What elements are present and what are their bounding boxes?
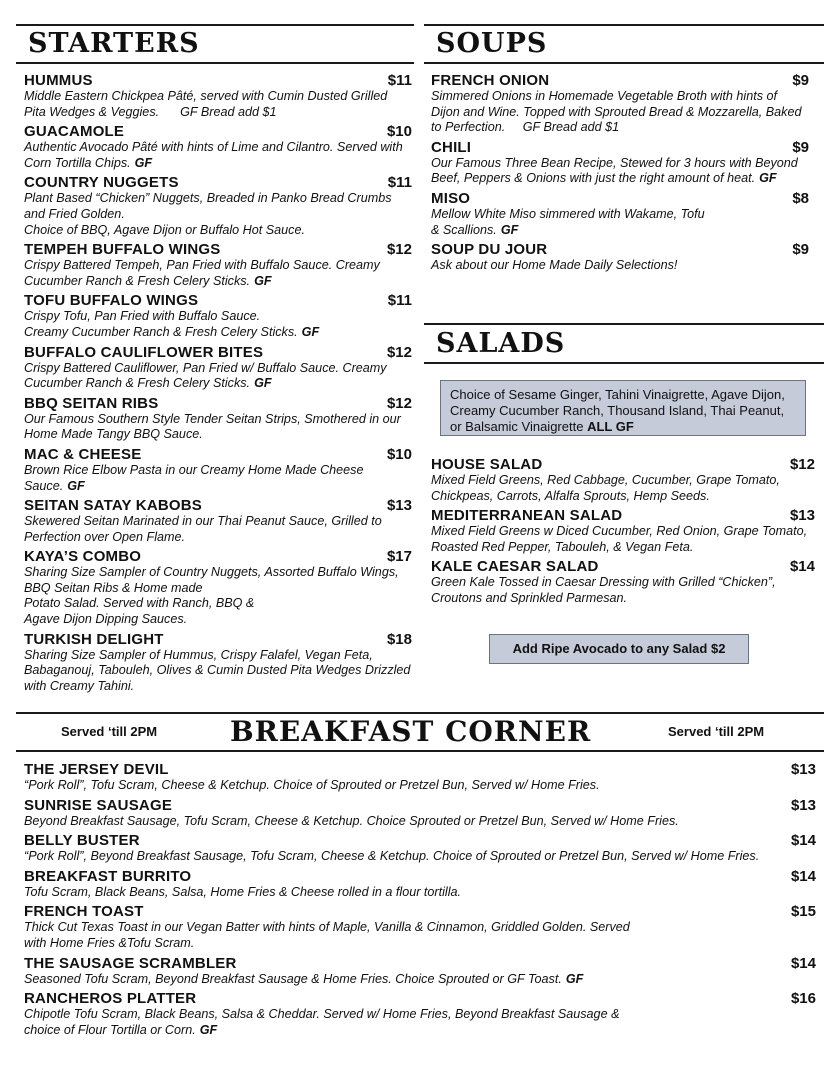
menu-item-description: Crispy Battered Tempeh, Pan Fried with Buffalo Sauce. Creamy Cucumber Ranch & Fresh Celery Sticks. <box>24 258 384 288</box>
menu-item-the-sausage-scrambler <box>24 955 816 988</box>
dressing-options-text: Choice of Sesame Ginger, Tahini Vinaigrette, Agave Dijon, Creamy Cucumber Ranch, Thousand Island, Thai Peanut, or Balsamic Vinaigrette <box>450 387 785 434</box>
menu-item-description: Crispy Battered Cauliflower, Pan Fried w/ Buffalo Sauce. Creamy Cucumber Ranch & Fresh Celery Sticks. <box>24 360 391 391</box>
menu-item-description-wrap <box>24 89 412 120</box>
menu-item-soup-du-jour <box>431 241 809 274</box>
menu-item-name: MAC & CHEESE <box>24 445 142 463</box>
gluten-free-badge: GF <box>500 222 519 237</box>
menu-item-description: Our Famous Southern Style Tender Seitan Strips, Smothered in our Home Made Tangy BBQ Sauce. <box>24 411 405 442</box>
menu-item-description-wrap <box>431 89 809 136</box>
menu-item-description: Ask about our Home Made Daily Selections! <box>431 258 678 273</box>
menu-item-price: $15 <box>790 903 816 921</box>
dressing-options-box <box>440 380 806 436</box>
menu-item-price: $9 <box>792 72 809 89</box>
menu-item-description: Mixed Field Greens w Diced Cucumber, Red Onion, Grape Tomato, Roasted Red Pepper, Tabouleh, & Vegan Feta. <box>431 524 811 554</box>
soups-list <box>431 72 809 277</box>
menu-item-sunrise-sausage <box>24 797 816 830</box>
menu-item-description: Crispy Tofu, Pan Fried with Buffalo Sauce. Creamy Cucumber Ranch & Fresh Celery Sticks. <box>24 309 298 339</box>
menu-item-description: Mellow White Miso simmered with Wakame, Tofu & Scallions. <box>431 206 705 237</box>
menu-item-mediterranean-salad <box>431 507 815 555</box>
breakfast-list <box>24 761 816 1041</box>
menu-item-price: $12 <box>386 343 412 361</box>
menu-item-description: Authentic Avocado Pâté with hints of Lime and Cilantro. Served with Corn Tortilla Chips. <box>24 140 407 170</box>
menu-item-description-wrap <box>24 514 412 545</box>
menu-item-price: $10 <box>386 445 412 463</box>
starters-bottom-rule <box>16 62 414 64</box>
menu-item-name: TEMPEH BUFFALO WINGS <box>24 241 221 259</box>
menu-item-description-wrap <box>431 473 815 504</box>
menu-item-name: COUNTRY NUGGETS <box>24 174 179 192</box>
menu-item-description-wrap <box>431 524 815 555</box>
gluten-free-badge: GF <box>254 376 272 391</box>
menu-item-breakfast-burrito <box>24 868 816 901</box>
menu-item-price: $14 <box>790 954 816 972</box>
menu-item-description: Green Kale Tossed in Caesar Dressing with Grilled “Chicken”, Croutons and Sprinkled Parmesan. <box>431 575 780 605</box>
menu-item-french-toast <box>24 903 816 951</box>
salads-title: SALADS <box>436 328 566 359</box>
gluten-free-badge: GF <box>67 478 85 493</box>
menu-item-chili <box>431 139 809 187</box>
menu-item-price: $11 <box>387 72 412 89</box>
menu-item-name: FRENCH TOAST <box>24 903 144 921</box>
breakfast-top-rule <box>16 712 824 714</box>
menu-item-price: $13 <box>790 761 816 778</box>
salads-top-rule <box>424 323 824 325</box>
menu-item-mac-cheese <box>24 446 412 494</box>
menu-item-bbq-seitan-ribs <box>24 395 412 443</box>
menu-item-description: Sharing Size Sampler of Hummus, Crispy Falafel, Vegan Feta, Babaganouj, Tabouleh, Olives & Cumin Dusted Pita Wedges Drizzled with Creamy Tahini. <box>24 647 414 693</box>
menu-item-house-salad <box>431 456 815 504</box>
menu-item-name: SEITAN SATAY KABOBS <box>24 497 202 515</box>
menu-item-price: $12 <box>386 394 412 412</box>
starters-list <box>24 72 412 697</box>
menu-item-price: $13 <box>789 507 815 525</box>
menu-item-seitan-satay-kabobs <box>24 497 412 545</box>
menu-item-description-wrap <box>24 191 412 238</box>
breakfast-title: BREAKFAST CORNER <box>230 715 592 748</box>
menu-item-description-wrap <box>24 361 412 392</box>
menu-item-tempeh-buffalo-wings <box>24 241 412 289</box>
menu-item-description-wrap <box>431 575 815 606</box>
menu-item-description: Tofu Scram, Black Beans, Salsa, Home Fries & Cheese rolled in a flour tortilla. <box>24 884 462 899</box>
menu-item-price: $14 <box>790 832 816 850</box>
menu-item-description: Plant Based “Chicken” Nuggets, Breaded in Panko Bread Crumbs and Fried Golden. Choice of BBQ, Agave Dijon or Buffalo Hot Sauce. <box>24 191 392 237</box>
menu-item-name: MEDITERRANEAN SALAD <box>431 507 623 525</box>
gluten-free-badge: GF <box>199 1022 218 1037</box>
menu-item-price: $16 <box>790 990 816 1008</box>
menu-item-description-wrap <box>24 920 816 951</box>
menu-item-country-nuggets <box>24 174 412 238</box>
gluten-free-badge: GF <box>565 971 584 986</box>
menu-item-description-wrap <box>24 778 816 794</box>
menu-item-description-wrap <box>24 463 412 494</box>
menu-item-description: Thick Cut Texas Toast in our Vegan Batter with hints of Maple, Vanilla & Cinnamon, Griddled Golden. Served with Home Fries &Tofu Scram. <box>24 920 630 950</box>
menu-item-name: SOUP DU JOUR <box>431 241 548 259</box>
menu-item-price: $13 <box>386 497 412 515</box>
menu-item-price: $12 <box>789 456 815 473</box>
menu-item-belly-buster <box>24 832 816 865</box>
menu-item-name: TURKISH DELIGHT <box>24 630 164 648</box>
menu-item-name: FRENCH ONION <box>431 72 550 89</box>
soups-title: SOUPS <box>436 28 548 59</box>
menu-item-price: $11 <box>387 174 412 192</box>
menu-item-name: HUMMUS <box>24 72 93 89</box>
menu-item-description-wrap <box>431 258 809 274</box>
menu-item-name: THE SAUSAGE SCRAMBLER <box>24 954 237 972</box>
menu-item-description-wrap <box>24 412 412 443</box>
menu-item-price: $9 <box>792 241 809 259</box>
served-until-left: Served ‘till 2PM <box>61 724 158 739</box>
menu-item-price: $9 <box>792 138 809 156</box>
avocado-addon-note: Add Ripe Avocado to any Salad $2 <box>489 634 749 664</box>
menu-item-description: Seasoned Tofu Scram, Beyond Breakfast Sausage & Home Fries. Choice Sprouted or GF Toast. <box>24 971 562 986</box>
menu-item-name: KALE CAESAR SALAD <box>431 558 599 576</box>
menu-item-kaya-s-combo <box>24 548 412 627</box>
menu-item-description: Brown Rice Elbow Pasta in our Creamy Home Made Cheese Sauce. <box>24 462 367 493</box>
soups-bottom-rule <box>424 62 824 64</box>
menu-item-description-wrap <box>24 1007 816 1038</box>
menu-item-name: GUACAMOLE <box>24 123 125 141</box>
menu-item-price: $10 <box>386 123 412 141</box>
menu-item-description-wrap <box>24 648 412 695</box>
menu-item-description: Middle Eastern Chickpea Pâté, served with Cumin Dusted Grilled Pita Wedges & Veggies. GF Bread add $1 <box>24 89 391 119</box>
gluten-free-badge: GF <box>301 324 320 339</box>
soups-top-rule <box>424 24 824 26</box>
menu-item-price: $14 <box>789 558 815 576</box>
menu-item-description-wrap <box>24 140 412 171</box>
menu-item-description-wrap <box>24 258 412 289</box>
served-until-right: Served ‘till 2PM <box>668 724 765 739</box>
menu-item-description: Beyond Breakfast Sausage, Tofu Scram, Cheese & Ketchup. Choice Sprouted or Pretzel Bun, Served w/ Home Fries. <box>24 813 679 828</box>
menu-item-price: $17 <box>386 548 412 566</box>
menu-item-french-onion <box>431 72 809 136</box>
menu-item-description: “Pork Roll”, Beyond Breakfast Sausage, Tofu Scram, Cheese & Ketchup. Choice of Sprouted or Pretzel Bun, Served w/ Home Fries. <box>24 849 760 864</box>
menu-item-price: $12 <box>386 241 412 259</box>
menu-item-name: SUNRISE SAUSAGE <box>24 796 173 814</box>
breakfast-bottom-rule <box>16 750 824 752</box>
menu-item-name: BREAKFAST BURRITO <box>24 867 192 885</box>
gluten-free-badge: GF <box>254 273 272 288</box>
menu-item-description: Chipotle Tofu Scram, Black Beans, Salsa & Cheddar. Served w/ Home Fries, Beyond Breakfast Sausage & choice of Flour Tortilla or Corn. <box>24 1007 620 1037</box>
menu-item-hummus <box>24 72 412 120</box>
menu-item-description: Mixed Field Greens, Red Cabbage, Cucumber, Grape Tomato, Chickpeas, Carrots, Alfalfa Sprouts, Hemp Seeds. <box>431 473 784 503</box>
salads-list <box>431 456 815 610</box>
menu-item-turkish-delight <box>24 631 412 695</box>
menu-item-description: Sharing Size Sampler of Country Nuggets, Assorted Buffalo Wings, BBQ Seitan Ribs & Home made Potato Salad. Served with Ranch, BBQ & Agave Dijon Dipping Sauces. <box>24 565 399 627</box>
menu-item-price: $18 <box>386 630 412 648</box>
menu-item-the-jersey-devil <box>24 761 816 794</box>
menu-item-name: MISO <box>431 189 471 207</box>
menu-item-tofu-buffalo-wings <box>24 292 412 340</box>
dressing-gf-label: ALL GF <box>587 419 634 434</box>
menu-item-price: $14 <box>790 867 816 885</box>
menu-item-description: Simmered Onions in Homemade Vegetable Broth with hints of Dijon and Wine. Topped with Sprouted Bread & Mozzarella, Baked to Perfection. GF Bread add $1 <box>431 89 805 135</box>
menu-item-description-wrap <box>24 849 816 865</box>
menu-item-name: HOUSE SALAD <box>431 456 543 473</box>
menu-item-description: “Pork Roll”, Tofu Scram, Cheese & Ketchup. Choice of Sprouted or Pretzel Bun, Served w/ Home Fries. <box>24 778 600 792</box>
menu-item-rancheros-platter <box>24 990 816 1038</box>
menu-item-description-wrap <box>431 156 809 187</box>
menu-item-name: BBQ SEITAN RIBS <box>24 394 159 412</box>
menu-item-description: Skewered Seitan Marinated in our Thai Peanut Sauce, Grilled to Perfection over Open Flame. <box>24 514 386 544</box>
menu-item-miso <box>431 190 809 238</box>
salads-bottom-rule <box>424 362 824 364</box>
starters-top-rule <box>16 24 414 26</box>
menu-item-kale-caesar-salad <box>431 558 815 606</box>
menu-item-price: $13 <box>790 796 816 814</box>
menu-item-name: CHILI <box>431 138 472 156</box>
gluten-free-badge: GF <box>134 155 153 170</box>
menu-item-buffalo-cauliflower-bites <box>24 344 412 392</box>
menu-item-name: RANCHEROS PLATTER <box>24 990 197 1008</box>
menu-item-description-wrap <box>24 565 412 627</box>
menu-item-description-wrap <box>431 207 809 238</box>
menu-item-description-wrap <box>24 814 816 830</box>
menu-item-name: BELLY BUSTER <box>24 832 140 850</box>
gluten-free-badge: GF <box>759 171 777 186</box>
menu-item-name: KAYA’S COMBO <box>24 548 142 566</box>
menu-item-guacamole <box>24 123 412 171</box>
starters-title: STARTERS <box>28 28 200 59</box>
menu-item-name: TOFU BUFFALO WINGS <box>24 292 199 310</box>
menu-item-name: THE JERSEY DEVIL <box>24 761 169 778</box>
menu-item-price: $8 <box>792 189 809 207</box>
menu-item-description-wrap <box>24 885 816 901</box>
menu-item-name: BUFFALO CAULIFLOWER BITES <box>24 343 264 361</box>
menu-item-price: $11 <box>387 292 412 310</box>
menu-item-description-wrap <box>24 309 412 340</box>
menu-item-description-wrap <box>24 972 816 988</box>
menu-item-description: Our Famous Three Bean Recipe, Stewed for 3 hours with Beyond Beef, Peppers & Onions with just the right amount of heat. <box>431 155 802 186</box>
